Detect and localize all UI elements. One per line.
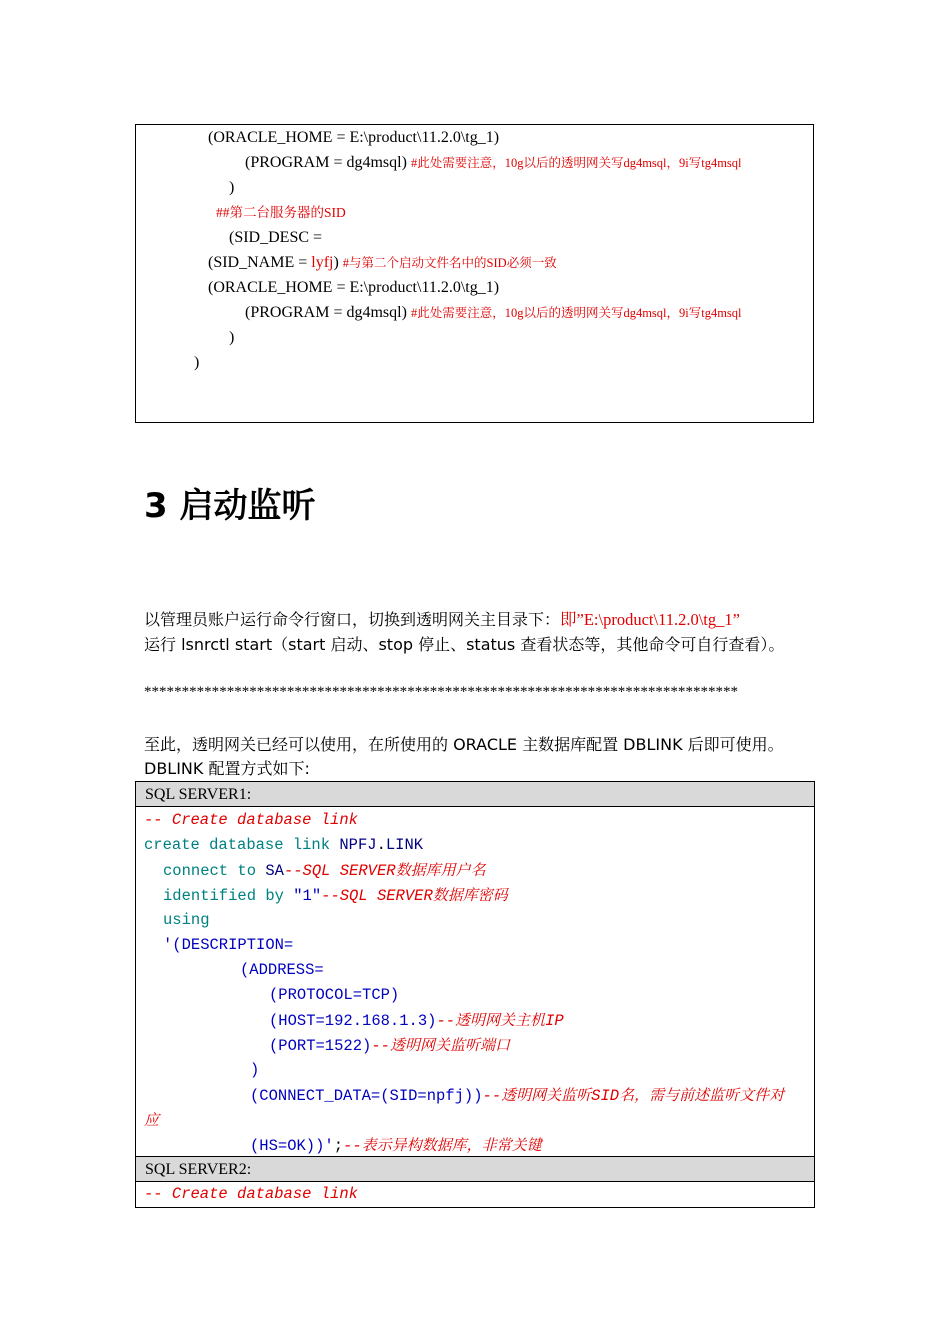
- code-comment: --: [343, 1137, 362, 1155]
- code-identifier: SA: [265, 862, 284, 880]
- code-comment: 数据库用户名: [395, 861, 486, 879]
- code-line: [269, 1035, 510, 1056]
- code-string: "1": [293, 887, 322, 905]
- code-line: [144, 835, 423, 855]
- code-line: [144, 1184, 358, 1204]
- separator-line: *******************************************************************************: [144, 684, 739, 700]
- code-punct: .: [376, 836, 386, 854]
- code-line: [163, 910, 210, 930]
- code-line: [250, 1135, 542, 1156]
- code-comment: 透明网关监听: [501, 1086, 592, 1104]
- instruction-text: 以管理员账户运行命令行窗口，切换到透明网关主目录下：: [144, 610, 561, 629]
- listener-config-box: [135, 124, 814, 423]
- config-text: ): [229, 179, 235, 196]
- config-line: [208, 253, 557, 273]
- code-comment: --: [482, 1087, 502, 1105]
- instruction-paragraph: [144, 609, 740, 631]
- code-string: (PROTOCOL=TCP): [269, 986, 400, 1004]
- code-string: (ADDRESS=: [240, 961, 324, 979]
- code-line: [240, 960, 324, 980]
- config-text: (SID_NAME =: [208, 254, 312, 271]
- code-comment: 透明网关监听端口: [389, 1036, 510, 1054]
- config-text: (PROGRAM = dg4msql): [245, 304, 407, 321]
- config-line: [208, 128, 499, 148]
- code-comment: --SQL SERVER: [321, 887, 433, 905]
- config-line: [216, 203, 346, 223]
- config-line: [229, 328, 234, 348]
- code-line: [163, 935, 293, 955]
- config-text: ): [333, 254, 339, 271]
- code-line: [163, 860, 486, 881]
- config-comment: #此处需要注意，10g以后的透明网关写dg4msql，9i写tg4msql: [410, 306, 742, 320]
- code-comment: 表示异构数据库，非常关键: [361, 1136, 542, 1154]
- config-comment: ##第二台服务器的SID: [216, 205, 346, 220]
- config-text: ): [229, 329, 235, 346]
- config-line: [245, 303, 742, 323]
- sql-server2-header: SQL SERVER2:: [136, 1157, 814, 1182]
- config-comment: #与第二个启动文件名中的SID必须一致: [342, 256, 557, 270]
- summary-paragraph: 至此，透明网关已经可以使用，在所使用的 ORACLE 主数据库配置 DBLINK 后即可使用。: [144, 735, 784, 754]
- config-text: (PROGRAM = dg4msql): [245, 154, 407, 171]
- config-line: [229, 228, 322, 248]
- dblink-intro: DBLINK 配置方式如下:: [144, 759, 310, 778]
- code-comment: SID: [591, 1087, 620, 1105]
- config-text: (ORACLE_HOME = E:\product\11.2.0\tg_1): [208, 279, 500, 296]
- code-string: '(DESCRIPTION=: [163, 936, 294, 954]
- section-heading: 3 启动监听: [144, 486, 316, 526]
- code-keyword: create database link: [144, 836, 340, 854]
- code-line: [144, 810, 358, 830]
- config-line: [208, 278, 499, 298]
- code-string: (PORT=1522): [269, 1037, 372, 1055]
- code-string: (HS=OK))': [250, 1137, 334, 1155]
- code-comment: 透明网关主机: [455, 1011, 546, 1029]
- code-comment: IP: [545, 1012, 564, 1030]
- code-line: [269, 985, 399, 1005]
- code-comment: --SQL SERVER: [283, 862, 396, 880]
- code-identifier: LINK: [385, 836, 424, 854]
- code-line: [250, 1060, 259, 1080]
- config-line: [194, 353, 199, 373]
- sql-server1-header: SQL SERVER1:: [136, 782, 814, 807]
- config-text: ): [194, 354, 200, 371]
- code-string: (HOST=192.168.1.3): [269, 1012, 437, 1030]
- sql-server2-block: [135, 1156, 815, 1208]
- code-comment: 应: [144, 1111, 160, 1129]
- sql-server1-block: [135, 781, 815, 1157]
- directory-path: 即”E:\product\11.2.0\tg_1”: [560, 610, 740, 629]
- code-string: (CONNECT_DATA=(SID=npfj)): [250, 1087, 483, 1105]
- code-line: [163, 885, 508, 906]
- code-comment: --: [436, 1012, 456, 1030]
- code-comment: --: [371, 1037, 390, 1055]
- code-keyword: identified by: [163, 887, 294, 905]
- code-comment: -- Create database link: [144, 1185, 358, 1203]
- code-comment: 数据库密码: [432, 886, 508, 904]
- code-keyword: using: [163, 911, 210, 929]
- code-comment: -- Create database link: [144, 811, 358, 829]
- code-comment: 名，需与前述监听文件对: [619, 1086, 785, 1104]
- code-keyword: connect to: [163, 862, 266, 880]
- command-paragraph: 运行 lsnrctl start（start 启动、stop 停止、status 查看状态等，其他命令可自行查看）。: [144, 635, 785, 654]
- config-value: lyfj: [311, 254, 334, 271]
- code-identifier: NPFJ: [339, 836, 377, 854]
- config-text: (ORACLE_HOME = E:\product\11.2.0\tg_1): [208, 129, 500, 146]
- code-string: ): [250, 1061, 260, 1079]
- code-punct: ;: [333, 1137, 344, 1155]
- code-line: [144, 1110, 159, 1131]
- config-text: (SID_DESC =: [229, 229, 323, 246]
- code-line: [250, 1085, 784, 1106]
- code-line: [269, 1010, 564, 1031]
- config-comment: #此处需要注意，10g以后的透明网关写dg4msql，9i写tg4msql: [410, 156, 742, 170]
- config-line: [229, 178, 234, 198]
- config-line: [245, 153, 742, 173]
